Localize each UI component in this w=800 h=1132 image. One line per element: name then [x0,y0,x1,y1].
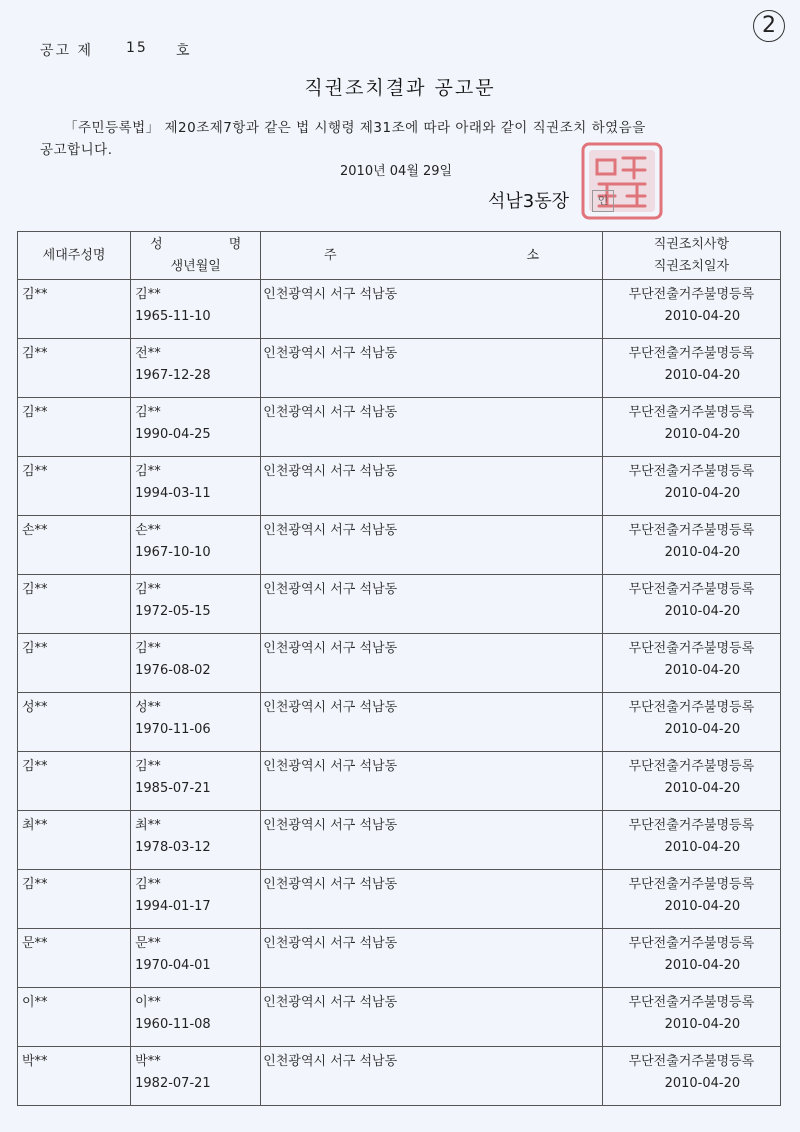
name-cell [131,1047,261,1106]
householder-cell [18,339,131,398]
householder-name: 김** [22,346,48,361]
birth-date: 1978-03-12 [135,840,211,855]
action-type: 무단전출거주불명등록 [628,759,755,774]
issuer-seal-mark: 인 [592,190,614,212]
name-cell [131,398,261,457]
address-cell [261,811,602,870]
official-seal-stamp [577,140,667,222]
table-row [18,634,781,693]
action-date: 2010-04-20 [664,840,741,855]
householder-name: 김** [22,641,48,656]
birth-date: 1982-07-21 [135,1076,211,1091]
birth-date: 1990-04-25 [135,427,211,442]
table-row [18,811,781,870]
action-date: 2010-04-20 [664,486,741,501]
action-type: 무단전출거주불명등록 [628,582,755,597]
notice-number-label: 공고 제 [40,43,94,59]
table-row [18,575,781,634]
address-cell [261,280,602,339]
table-row [18,339,781,398]
action-type: 무단전출거주불명등록 [628,346,755,361]
address-text: 인천광역시 서구 석남동 [263,995,398,1010]
page-title: 직권조치결과 공고문 [304,77,496,99]
address-text: 인천광역시 서구 석남동 [263,464,398,479]
table-row [18,457,781,516]
householder-name: 성** [22,700,48,715]
action-type: 무단전출거주불명등록 [628,936,755,951]
name-cell [131,929,261,988]
person-name: 문** [135,936,161,951]
address-text: 인천광역시 서구 석남동 [263,936,398,951]
householder-name: 이** [22,995,48,1010]
householder-name: 문** [22,936,48,951]
action-date: 2010-04-20 [664,722,741,737]
action-date: 2010-04-20 [664,1017,741,1032]
action-cell [602,929,780,988]
birth-date: 1976-08-02 [135,663,211,678]
householder-cell [18,398,131,457]
householder-name: 박** [22,1054,48,1069]
action-cell [602,870,780,929]
address-text: 인천광역시 서구 석남동 [263,287,398,302]
table-header-row [18,232,781,280]
person-name: 김** [135,405,161,420]
header-address-a: 주 [323,247,337,263]
action-type: 무단전출거주불명등록 [628,641,755,656]
action-date: 2010-04-20 [664,663,741,678]
birth-date: 1970-04-01 [135,958,211,973]
issuer-name: 석남3동장 [488,191,570,212]
address-text: 인천광역시 서구 석남동 [263,405,398,420]
action-cell [602,634,780,693]
notice-number-value: 15 [126,40,148,56]
address-text: 인천광역시 서구 석남동 [263,346,398,361]
householder-cell [18,752,131,811]
action-date: 2010-04-20 [664,781,741,796]
person-name: 최** [135,818,161,833]
action-type: 무단전출거주불명등록 [628,523,755,538]
address-text: 인천광역시 서구 석남동 [263,582,398,597]
address-cell [261,1047,602,1106]
action-date: 2010-04-20 [664,604,741,619]
householder-name: 김** [22,405,48,420]
person-name: 김** [135,641,161,656]
address-cell [261,339,602,398]
action-type: 무단전출거주불명등록 [628,700,755,715]
address-cell [261,398,602,457]
birth-date: 1965-11-10 [135,309,211,324]
header-householder: 세대주성명 [18,232,131,280]
address-cell [261,516,602,575]
person-name: 김** [135,464,161,479]
person-name: 박** [135,1054,161,1069]
name-cell [131,516,261,575]
person-name: 전** [135,346,161,361]
person-name: 이** [135,995,161,1010]
page-number: 2 [753,10,785,42]
birth-date: 1967-12-28 [135,368,211,383]
action-type: 무단전출거주불명등록 [628,877,755,892]
address-cell [261,929,602,988]
name-cell [131,870,261,929]
action-date: 2010-04-20 [664,427,741,442]
address-text: 인천광역시 서구 석남동 [263,877,398,892]
address-cell [261,693,602,752]
table-row [18,280,781,339]
address-text: 인천광역시 서구 석남동 [263,759,398,774]
action-cell [602,752,780,811]
householder-cell [18,280,131,339]
householder-cell [18,1047,131,1106]
action-type: 무단전출거주불명등록 [628,464,755,479]
notice-date: 2010년 04월 29일 [340,164,453,179]
table-row [18,693,781,752]
name-cell [131,339,261,398]
action-type: 무단전출거주불명등록 [628,995,755,1010]
birth-date: 1970-11-06 [135,722,211,737]
action-date: 2010-04-20 [664,1076,741,1091]
table-row [18,752,781,811]
action-type: 무단전출거주불명등록 [628,818,755,833]
notice-number [40,40,192,60]
address-cell [261,988,602,1047]
header-name-a: 성 [150,236,163,252]
birth-date: 1972-05-15 [135,604,211,619]
address-text: 인천광역시 서구 석남동 [263,700,398,715]
person-name: 김** [135,287,161,302]
action-date: 2010-04-20 [664,368,741,383]
birth-date: 1985-07-21 [135,781,211,796]
action-cell [602,339,780,398]
action-type: 무단전출거주불명등록 [628,405,755,420]
householder-cell [18,516,131,575]
householder-name: 최** [22,818,48,833]
action-date: 2010-04-20 [664,899,741,914]
header-action-date: 직권조치일자 [653,258,730,274]
name-cell [131,752,261,811]
action-cell [602,811,780,870]
householder-cell [18,870,131,929]
householder-cell [18,929,131,988]
table-row [18,516,781,575]
notice-number-suffix: 호 [176,43,192,59]
name-cell [131,575,261,634]
householder-cell [18,575,131,634]
name-cell [131,280,261,339]
table-row [18,988,781,1047]
header-name-b: 명 [228,236,242,252]
name-cell [131,634,261,693]
householder-name: 손** [22,523,48,538]
person-name: 김** [135,877,161,892]
person-name: 손** [135,523,161,538]
address-text: 인천광역시 서구 석남동 [263,1054,398,1069]
header-dob: 생년월일 [170,258,221,274]
householder-name: 김** [22,877,48,892]
birth-date: 1960-11-08 [135,1017,211,1032]
address-text: 인천광역시 서구 석남동 [263,818,398,833]
action-cell [602,988,780,1047]
action-cell [602,516,780,575]
header-name-dob [131,232,261,280]
name-cell [131,457,261,516]
action-type: 무단전출거주불명등록 [628,1054,755,1069]
person-name: 성** [135,700,161,715]
action-type: 무단전출거주불명등록 [628,287,755,302]
address-text: 인천광역시 서구 석남동 [263,523,398,538]
action-cell [602,280,780,339]
table-row [18,870,781,929]
householder-name: 김** [22,759,48,774]
header-action [602,232,780,280]
address-cell [261,752,602,811]
action-cell [602,398,780,457]
header-address [261,232,602,280]
householder-cell [18,811,131,870]
name-cell [131,988,261,1047]
records-table [17,231,781,1106]
action-cell [602,693,780,752]
address-cell [261,870,602,929]
notice-body-line-2: 공고합니다. [40,142,113,158]
table-row [18,1047,781,1106]
table-row [18,398,781,457]
householder-cell [18,634,131,693]
person-name: 김** [135,759,161,774]
table-row [18,929,781,988]
householder-name: 김** [22,287,48,302]
householder-cell [18,457,131,516]
name-cell [131,811,261,870]
address-cell [261,634,602,693]
action-cell [602,457,780,516]
address-cell [261,575,602,634]
notice-body-line-1: 「주민등록법」 제20조제7항과 같은 법 시행령 제31조에 따라 아래와 같이 직권조치 하였음을 [64,120,646,136]
action-cell [602,575,780,634]
address-text: 인천광역시 서구 석남동 [263,641,398,656]
header-action-type: 직권조치사항 [653,236,730,252]
name-cell [131,693,261,752]
action-date: 2010-04-20 [664,958,741,973]
action-date: 2010-04-20 [664,309,741,324]
birth-date: 1994-01-17 [135,899,211,914]
householder-name: 김** [22,582,48,597]
action-cell [602,1047,780,1106]
header-address-b: 소 [526,247,540,263]
birth-date: 1967-10-10 [135,545,211,560]
householder-cell [18,693,131,752]
householder-cell [18,988,131,1047]
birth-date: 1994-03-11 [135,486,211,501]
person-name: 김** [135,582,161,597]
address-cell [261,457,602,516]
householder-name: 김** [22,464,48,479]
action-date: 2010-04-20 [664,545,741,560]
